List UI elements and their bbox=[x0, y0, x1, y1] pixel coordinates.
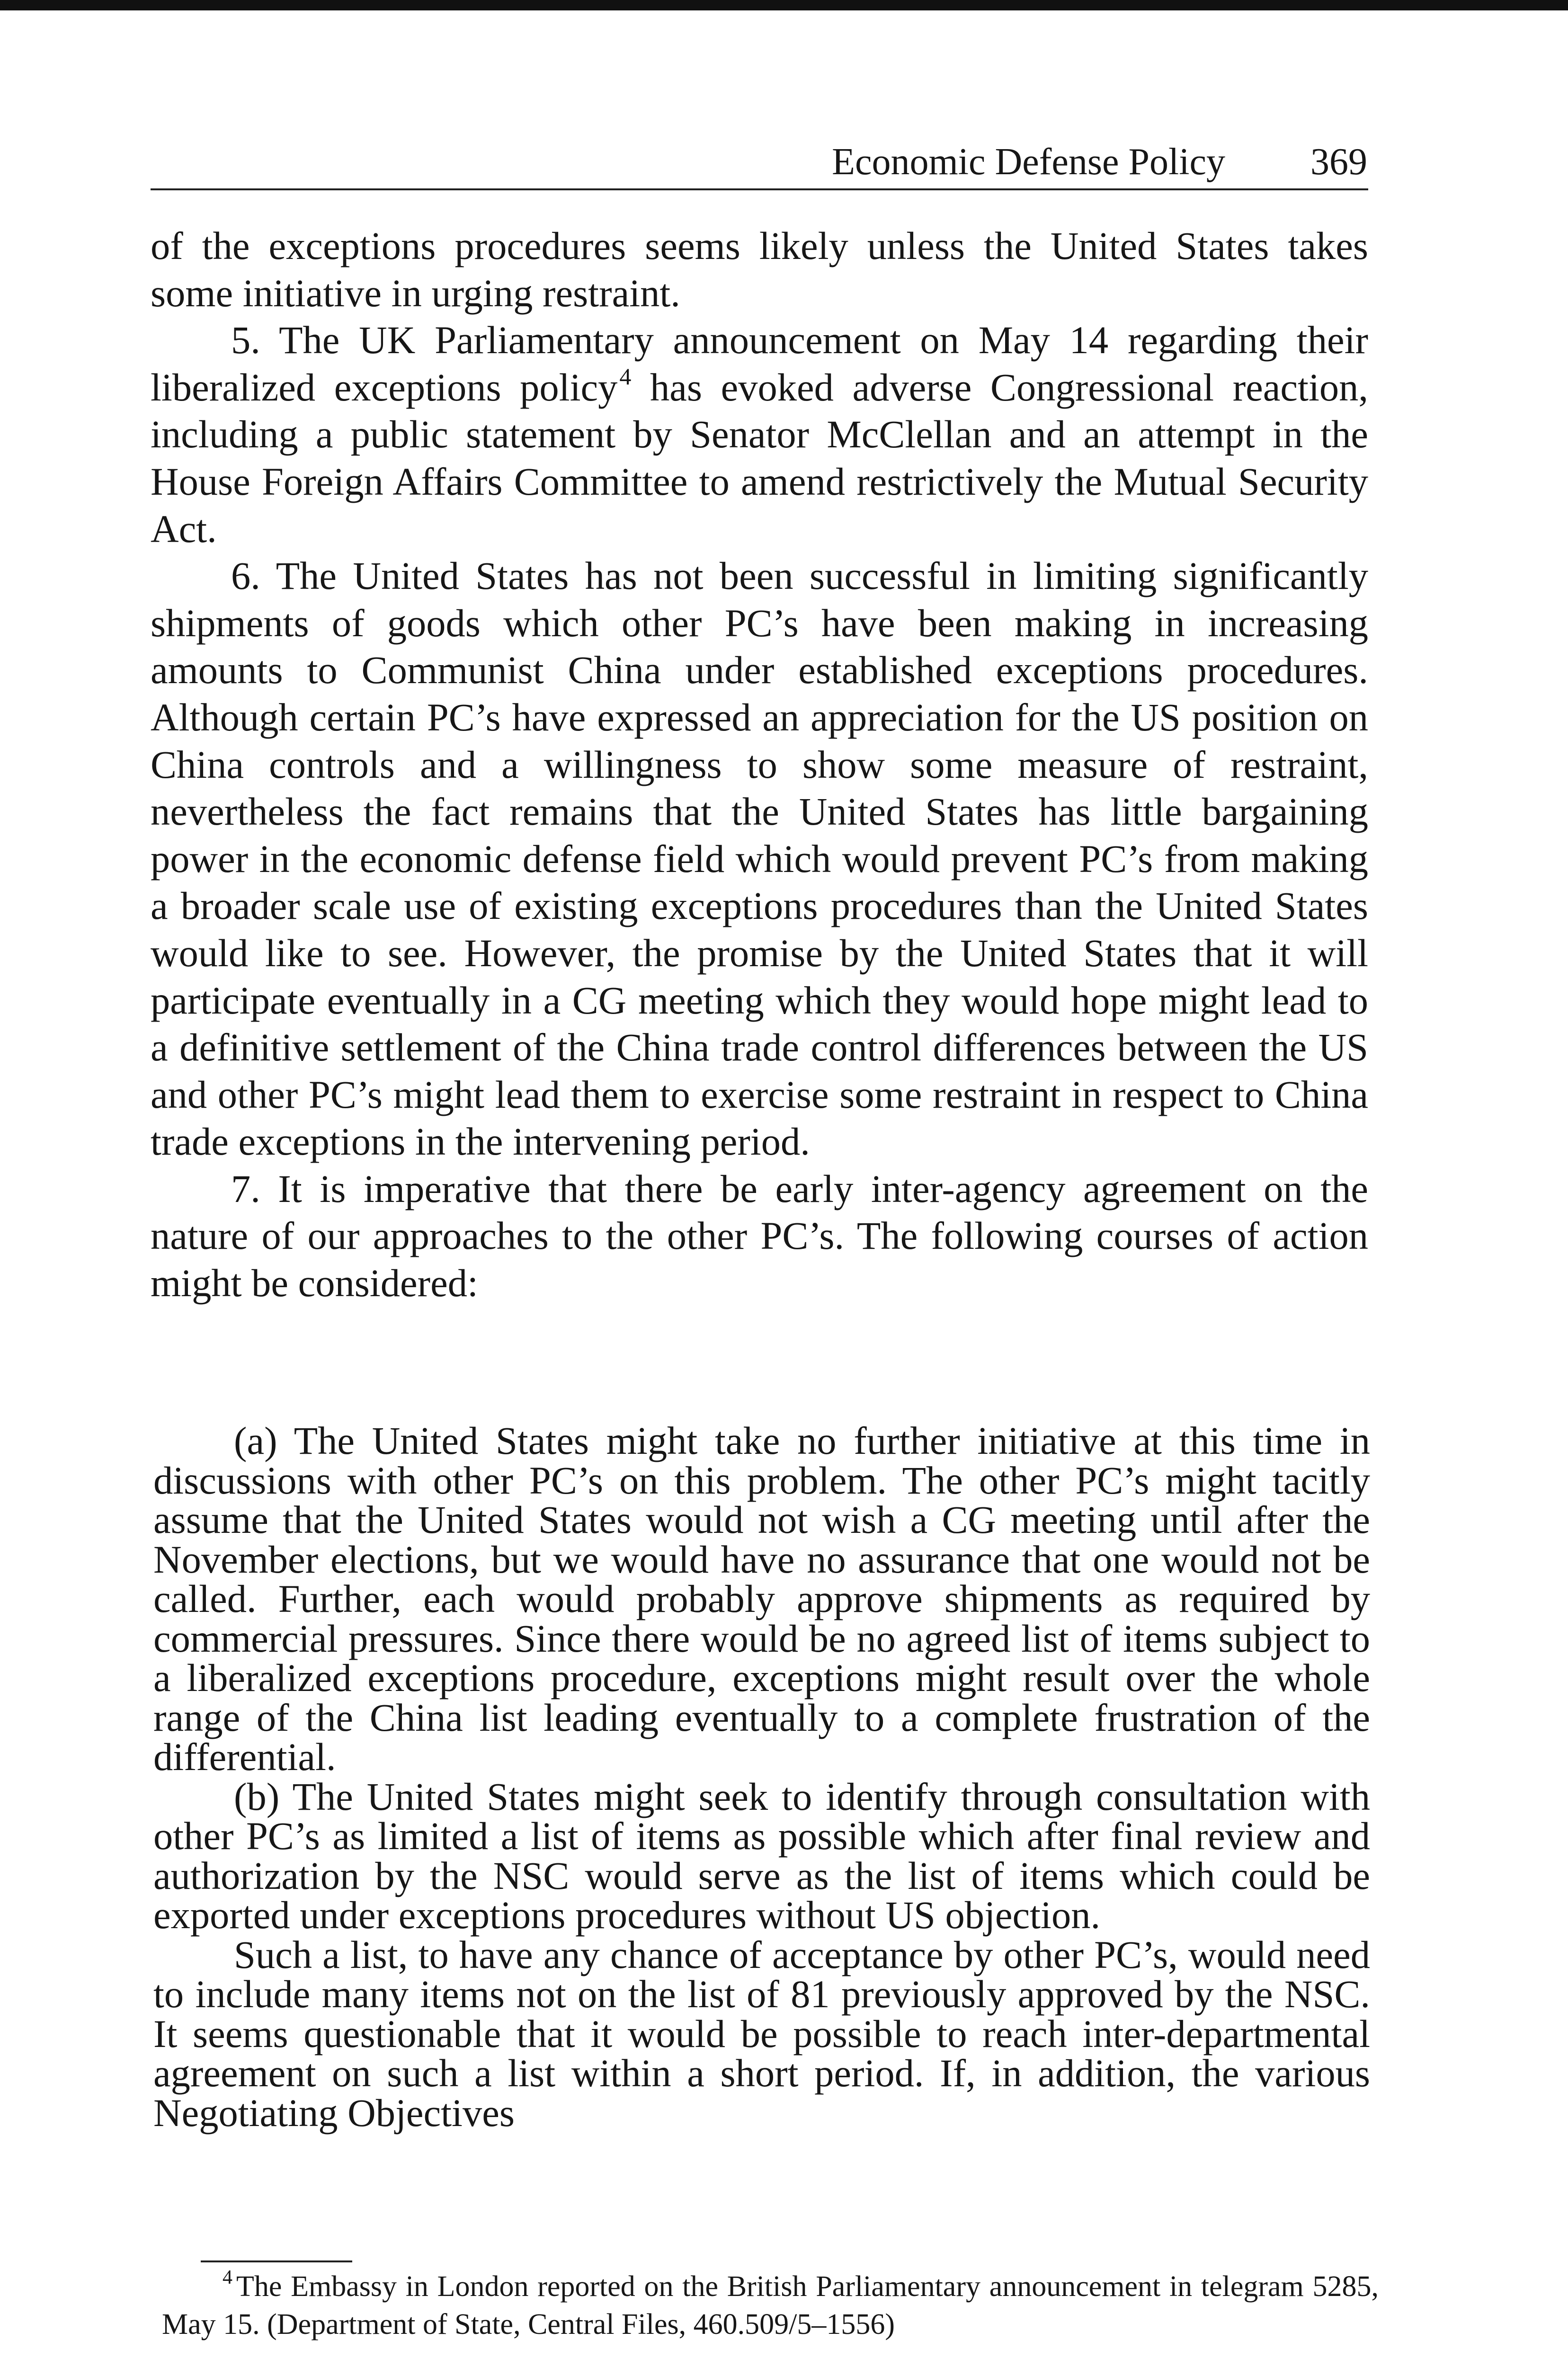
paragraph-7: 7. It is imperative that there be early inter-agency agreement on the nature of our approaches to the other PC’s. The following courses of action might be considered: bbox=[151, 1166, 1368, 1305]
footnote bbox=[162, 2268, 1379, 2343]
footnote-text: The Embassy in London reported on the British Parliamentary announcement in telegram 5285, May 15. (Department of State, Central Files, 460.509/5–1556) bbox=[162, 2270, 1379, 2340]
main-text bbox=[151, 222, 1368, 1307]
footnote-marker: 4 bbox=[223, 2267, 232, 2288]
option-a: (a) The United States might take no further initiative at this time in discussions with other PC’s on this problem. The other PC’s might tacitly assume that the United States would not wish a CG meeting until after the November elections, but we would have no assurance that one would not be called. Further, each would probably approve shipments as required by commercial pressures. Since there would be no agreed list of items subject to a liberalized exceptions procedure, exceptions might result over the whole range of the China list leading eventually to a complete frustration of the differential. bbox=[153, 1419, 1370, 1779]
header-rule bbox=[151, 188, 1368, 190]
option-b: (b) The United States might seek to identify through consultation with other PC’s as limited a list of items as possible which after final review and authorization by the NSC would serve as the list of items which could be exported under exceptions procedures without US objection. bbox=[153, 1774, 1370, 1937]
paragraph-5-text: 5. The UK Parliamentary announcement on May 14 regarding their liberalized exceptions policy bbox=[151, 318, 1368, 409]
paragraph-5 bbox=[151, 317, 1368, 552]
paragraph-5-text-continued: has evoked adverse Congressional reaction, including a public statement by Senator McClellan and an attempt in the House Foreign Affairs Committee to amend restrictively the Mutual Security Act. bbox=[151, 365, 1368, 551]
paragraph-6: 6. The United States has not been successful in limiting significantly shipments of goods which other PC’s have been making in increasing amounts to Communist China under established exceptions procedures. Although certain PC’s have expressed an appreciation for the US position on China controls and a willingness to show some measure of restraint, nevertheless the fact remains that the United States has little bargaining power in the economic defense field which would prevent PC’s from making a broader scale use of existing exceptions procedures than the United States would like to see. However, the promise by the United States that it will participate eventually in a CG meeting which they would hope might lead to a definitive settlement of the China trade control differences between the US and other PC’s might lead them to exercise some restraint in respect to China trade exceptions in the intervening period. bbox=[151, 554, 1368, 1164]
page-header bbox=[151, 138, 1367, 186]
running-title: Economic Defense Policy bbox=[832, 141, 1225, 183]
option-b-continued: Such a list, to have any chance of acceptance by other PC’s, would need to include many items not on the list of 81 previously approved by the NSC. It seems questionable that it would be possible to reach inter-departmental agreement on such a list within a short period. If, in addition, the various Negotiating Objectives bbox=[153, 1932, 1370, 2135]
top-border bbox=[0, 0, 1568, 10]
footnote-reference: 4 bbox=[619, 363, 632, 390]
footnote-rule bbox=[201, 2260, 352, 2262]
page-number: 369 bbox=[1310, 141, 1367, 183]
courses-of-action bbox=[153, 1421, 1370, 2133]
paragraph-continuation: of the exceptions procedures seems likely unless the United States takes some initiative in urging restraint. bbox=[151, 224, 1368, 315]
